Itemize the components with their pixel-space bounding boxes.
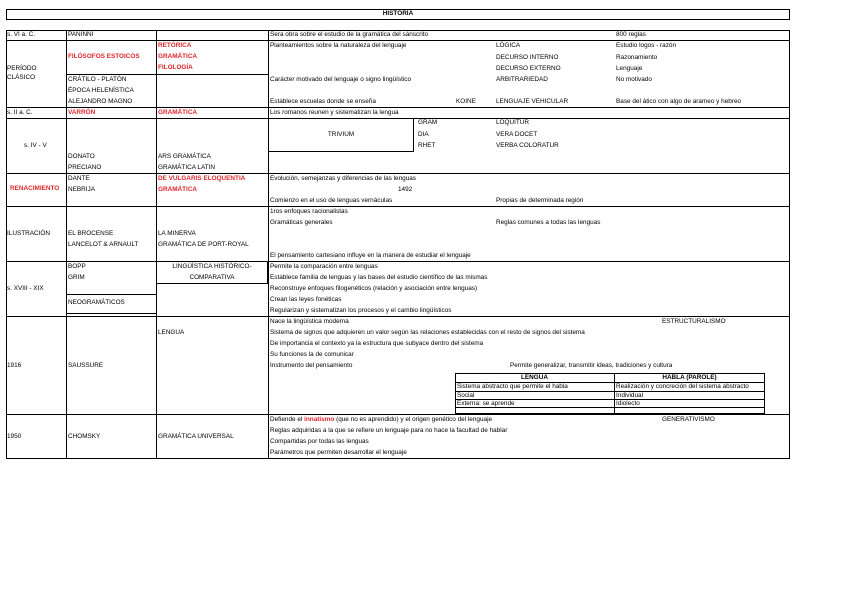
description: Evolución, semejanzas y diferencias de las lenguas [270,175,417,182]
description: Su funciones la de comunicar [270,351,354,358]
era-label: s. XVIII - XIX [7,285,44,292]
term: VERA DOCET [496,131,538,138]
table-cell: Externa: se aprende [457,400,515,407]
era-label: PERÍODO [7,65,37,72]
description: Instrumento del pensamiento [270,362,353,369]
term: VERBA COLORATUR [496,142,559,149]
author-name: FILÓSOFOS ESTOICOS [68,53,140,60]
note: Razonamiento [616,54,658,61]
year: 1950 [7,433,22,440]
discipline: GRAMÁTICA [158,53,198,60]
author-name: PANINNI [68,31,94,38]
note: Propias de determinada región [496,197,584,204]
author-name: VARRÓN [68,109,96,116]
work-title: ARS GRAMÁTICA [158,153,211,160]
description: Los romanos reunen y sistematizan la lengua [270,109,399,116]
term-code: GRAM [418,119,438,126]
description [270,416,492,424]
column-header: LENGUA [521,374,548,381]
work-title: LA MINERVA [158,230,196,237]
discipline: FILOLOGÍA [158,64,193,71]
note: 800 reglas [616,31,646,38]
description: Sistema de signos que adquieren un valor según las relaciones establecidas con el resto de signos del sistema [270,329,585,336]
description: Sera obra sobre el estudio de la gramática del sánscrito [270,31,429,38]
linguistica-label: LINGÜÍSTICA HISTÓRICO- [172,263,252,270]
trivium-label: TRIVIUM [327,131,355,138]
description: Carácter motivado del lenguaje o signo lingüístico [270,76,412,83]
term: DECURSO INTERNO [496,54,559,61]
era-label: CLÁSICO [7,74,36,81]
author-name: BOPP [68,263,86,270]
term: LOQUITUR [496,119,530,126]
era-label: s. II a. C. [7,109,33,116]
linguistica-label: COMPARATIVA [189,274,235,281]
author-name: NEBRIJA [68,186,95,193]
era-label: s. VI a. C. [7,31,36,38]
page-title: HISTORIA [382,10,414,17]
description: Parámetros que permiten desarrollar el lenguaje [270,449,407,456]
school-label: ESTRUCTURALISMO [662,318,726,325]
work-title: LENGUA [158,329,185,336]
term: LÓGICA [496,42,521,49]
term: ARBITRARIEDAD [496,76,548,83]
author-name: CRÁTILO - PLATÓN [68,76,127,83]
work-title: GRAMÁTICA UNIVERSAL [158,433,234,440]
table-cell: Individual [616,392,644,399]
table-cell: Realización y concreción del sistema abstracto [616,383,749,390]
era-label: s. IV - V [24,142,47,149]
author-name: DANTE [68,175,90,182]
author-name: LANCELOT & ARNAULT [68,241,139,248]
author-name: EL BROCENSE [68,230,114,237]
author-name: SAUSSURE [68,362,104,369]
author-name: GRIM [68,274,85,281]
discipline: GRAMÁTICA [158,109,198,116]
author-name: ALEJANDRO MAGNO [68,98,133,105]
note: Estudio logos - razón [616,42,677,49]
description: Gramáticas generales [270,219,333,226]
author-name: NEOGRAMÁTICOS [68,299,125,306]
description: Nace la lingüística moderna [270,318,349,325]
column-header: HABLA (PAROLE) [662,374,717,381]
description: Comienzo en el uso de lenguas vernáculas [270,197,393,204]
work-title: GRAMÁTICA [158,186,198,193]
year: 1916 [7,362,22,369]
note: No motivado [616,76,652,83]
term: DECURSO EXTERNO [496,65,561,72]
description: Crean las leyes fonéticas [270,296,342,303]
table-cell: Social [457,392,475,399]
description: De importancia el contexto ya la estructura que subyace dentro del sistema [270,340,484,347]
note: Lenguaje [616,65,643,72]
author-name: ÉPOCA HELENÍSTICA [68,87,134,94]
description: Regularizan y sistematizan los procesos y el cambio lingüísticos [270,307,452,314]
era-label: RENACIMIENTO [10,185,60,192]
note: Reglas comunes a todas las lenguas [496,219,601,226]
table-cell: Idiolecto [616,400,640,407]
table-cell: Sistema abstracto que permite el habla [457,383,568,390]
author-name: DONATO [68,153,95,160]
description: Reconstruye enfoques filogenéticos (relación y asociación entre lenguas) [270,285,478,292]
year: 1492 [398,186,413,193]
term: KOINE [456,98,476,105]
discipline: RETÓRICA [158,42,192,49]
description-text: (que no es aprendido) y el origen genético del lenguaje [334,416,493,423]
work-title: DE VULGARIS ELOQUENTIA [158,175,246,182]
school-label: GENERATIVISMO [662,416,715,423]
description: 1ros enfoques racionalistas [270,208,348,215]
description: Establece escuelas donde se enseña [270,98,376,105]
author-name: CHOMSKY [68,433,101,440]
note: Base del ático con algo de arameo y hebreo [616,98,742,105]
term-code: RHET [418,142,436,149]
description: Establece familia de lenguas y las bases del estudio científico de las mismas [270,274,488,281]
work-title: GRAMÁTICA LATIN [158,164,216,171]
era-label: ILUSTRACIÓN [7,230,50,237]
emphasis-text: innatismo [304,416,335,423]
note: Permite generalizar, transmitir ideas, tradiciones y cultura [510,362,673,369]
term: LENGUAJE VEHICULAR [496,98,569,105]
description: Planteamientos sobre la naturaleza del lenguaje [270,42,407,49]
work-title: GRAMÁTICA DE PORT-ROYAL [158,241,249,248]
description-text: Defiende el [270,416,305,423]
description: Compartidas por todas las lenguas [270,438,369,445]
description: El pensamiento cartesiano influye en la manera de estudiar el lenguaje [270,252,471,259]
term-code: DIA [418,131,429,138]
description: Reglas adquiridas a la que se refiere un lenguaje para no hace la facultad de hablar [270,427,508,434]
description: Permite la comparación entre lenguas [270,263,378,270]
author-name: PRECIANO [68,164,102,171]
